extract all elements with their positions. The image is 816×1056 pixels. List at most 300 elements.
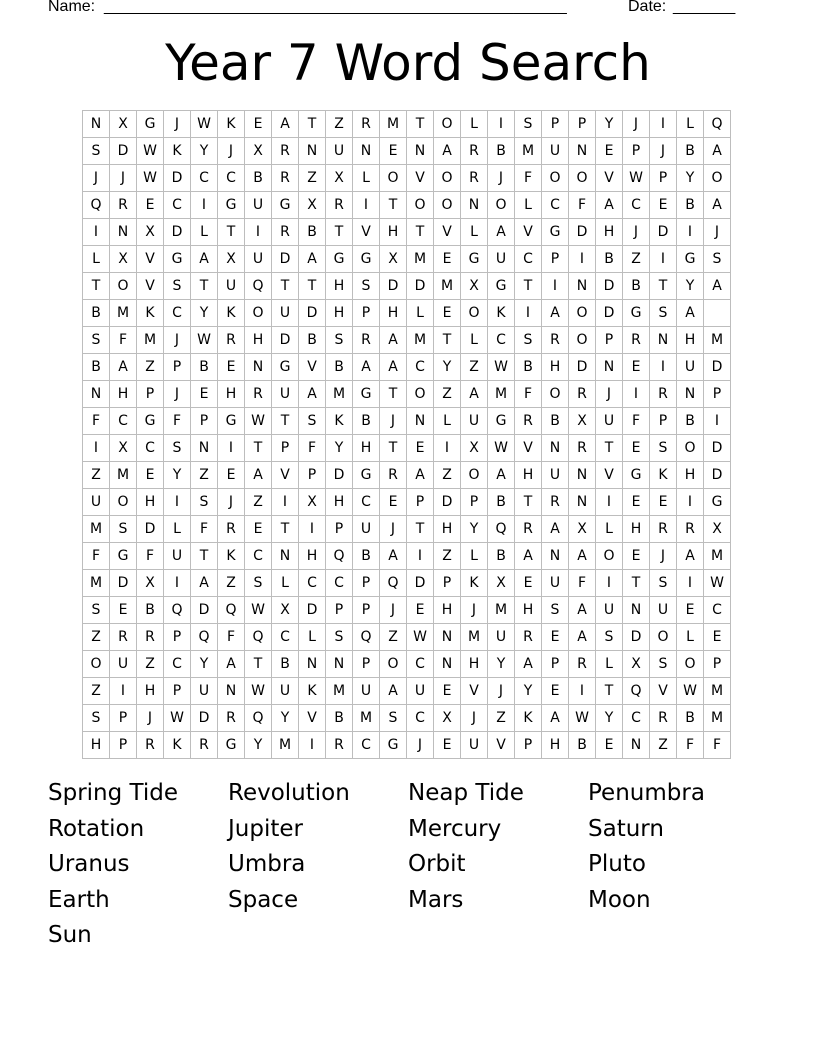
grid-cell: S: [515, 327, 542, 354]
grid-cell: S: [245, 570, 272, 597]
grid-cell: Z: [623, 246, 650, 273]
grid-cell: L: [461, 111, 488, 138]
grid-cell: R: [650, 516, 677, 543]
grid-cell: R: [218, 516, 245, 543]
grid-cell: P: [542, 651, 569, 678]
grid-cell: B: [569, 732, 596, 759]
grid-cell: J: [110, 165, 137, 192]
grid-cell: U: [596, 408, 623, 435]
grid-cell: I: [218, 435, 245, 462]
grid-cell: W: [245, 678, 272, 705]
grid-cell: G: [326, 246, 353, 273]
grid-cell: T: [650, 273, 677, 300]
grid-cell: Y: [488, 651, 515, 678]
grid-cell: E: [407, 597, 434, 624]
grid-cell: C: [272, 624, 299, 651]
grid-cell: O: [83, 651, 110, 678]
grid-cell: J: [164, 381, 191, 408]
grid-cell: H: [623, 516, 650, 543]
grid-cell: T: [515, 489, 542, 516]
word-list-item: Penumbra: [588, 780, 705, 806]
grid-cell: P: [650, 165, 677, 192]
grid-cell: V: [407, 165, 434, 192]
grid-cell: U: [164, 543, 191, 570]
grid-cell: Z: [434, 543, 461, 570]
grid-cell: R: [623, 327, 650, 354]
grid-cell: H: [326, 300, 353, 327]
grid-cell: T: [623, 570, 650, 597]
grid-cell: B: [488, 489, 515, 516]
grid-cell: M: [488, 597, 515, 624]
grid-cell: A: [704, 138, 731, 165]
grid-cell: R: [218, 705, 245, 732]
grid-cell: V: [434, 219, 461, 246]
grid-row: [83, 273, 731, 300]
grid-cell: Z: [326, 111, 353, 138]
grid-cell: Y: [164, 462, 191, 489]
grid-cell: H: [353, 435, 380, 462]
grid-cell: R: [542, 327, 569, 354]
grid-row: [83, 138, 731, 165]
grid-cell: L: [272, 570, 299, 597]
grid-cell: Q: [245, 705, 272, 732]
grid-cell: O: [542, 381, 569, 408]
grid-cell: O: [461, 300, 488, 327]
grid-cell: A: [515, 651, 542, 678]
grid-cell: R: [326, 192, 353, 219]
grid-cell: X: [569, 408, 596, 435]
grid-cell: N: [677, 381, 704, 408]
grid-cell: M: [704, 705, 731, 732]
grid-cell: C: [407, 651, 434, 678]
grid-cell: S: [326, 624, 353, 651]
grid-cell: N: [326, 651, 353, 678]
grid-cell: W: [407, 624, 434, 651]
grid-cell: W: [191, 111, 218, 138]
grid-cell: B: [83, 354, 110, 381]
grid-cell: N: [407, 138, 434, 165]
grid-cell: E: [380, 489, 407, 516]
grid-cell: I: [245, 219, 272, 246]
grid-cell: H: [326, 273, 353, 300]
grid-cell: F: [83, 543, 110, 570]
grid-cell: X: [461, 435, 488, 462]
grid-cell: B: [677, 408, 704, 435]
grid-cell: B: [83, 300, 110, 327]
grid-cell: G: [137, 111, 164, 138]
grid-cell: N: [434, 624, 461, 651]
grid-cell: S: [650, 435, 677, 462]
grid-cell: L: [83, 246, 110, 273]
grid-cell: E: [110, 597, 137, 624]
grid-cell: V: [488, 732, 515, 759]
grid-cell: D: [326, 462, 353, 489]
grid-cell: J: [137, 705, 164, 732]
grid-cell: M: [110, 462, 137, 489]
grid-cell: Q: [326, 543, 353, 570]
grid-cell: L: [596, 516, 623, 543]
grid-cell: W: [488, 435, 515, 462]
grid-cell: D: [704, 435, 731, 462]
grid-cell: C: [515, 246, 542, 273]
grid-cell: N: [218, 678, 245, 705]
grid-cell: G: [353, 246, 380, 273]
grid-cell: A: [191, 570, 218, 597]
grid-cell: X: [623, 651, 650, 678]
grid-cell: M: [704, 327, 731, 354]
grid-cell: Q: [380, 570, 407, 597]
grid-cell: H: [137, 489, 164, 516]
grid-cell: N: [83, 111, 110, 138]
grid-cell: X: [488, 570, 515, 597]
grid-cell: N: [461, 192, 488, 219]
grid-cell: V: [515, 435, 542, 462]
grid-cell: L: [677, 624, 704, 651]
grid-cell: C: [245, 543, 272, 570]
grid-cell: T: [407, 516, 434, 543]
grid-cell: S: [83, 138, 110, 165]
grid-cell: K: [164, 138, 191, 165]
grid-cell: Z: [83, 624, 110, 651]
grid-cell: I: [650, 354, 677, 381]
grid-cell: C: [299, 570, 326, 597]
grid-cell: X: [245, 138, 272, 165]
grid-cell: B: [623, 273, 650, 300]
grid-cell: S: [164, 435, 191, 462]
grid-cell: A: [542, 300, 569, 327]
grid-cell: A: [380, 678, 407, 705]
grid-cell: W: [677, 678, 704, 705]
grid-row: [83, 732, 731, 759]
grid-row: [83, 165, 731, 192]
grid-cell: E: [434, 678, 461, 705]
grid-cell: A: [677, 543, 704, 570]
grid-cell: B: [299, 219, 326, 246]
grid-cell: B: [191, 354, 218, 381]
grid-cell: D: [407, 570, 434, 597]
grid-cell: C: [326, 570, 353, 597]
grid-cell: B: [245, 165, 272, 192]
grid-cell: C: [110, 408, 137, 435]
grid-cell: L: [353, 165, 380, 192]
grid-cell: X: [461, 273, 488, 300]
grid-cell: A: [515, 543, 542, 570]
grid-cell: Y: [191, 651, 218, 678]
grid-cell: I: [488, 111, 515, 138]
grid-cell: M: [461, 624, 488, 651]
grid-cell: E: [137, 462, 164, 489]
grid-cell: I: [434, 435, 461, 462]
grid-cell: V: [596, 462, 623, 489]
grid-cell: B: [542, 408, 569, 435]
grid-cell: M: [83, 516, 110, 543]
grid-cell: V: [137, 246, 164, 273]
grid-cell: O: [569, 300, 596, 327]
grid-cell: A: [299, 246, 326, 273]
grid-cell: Y: [191, 300, 218, 327]
grid-cell: F: [137, 543, 164, 570]
grid-cell: G: [164, 246, 191, 273]
grid-cell: Z: [434, 381, 461, 408]
grid-cell: K: [164, 732, 191, 759]
grid-cell: C: [704, 597, 731, 624]
grid-cell: T: [299, 111, 326, 138]
grid-cell: S: [650, 651, 677, 678]
grid-cell: H: [326, 489, 353, 516]
grid-cell: R: [542, 489, 569, 516]
grid-row: [83, 678, 731, 705]
grid-cell: U: [650, 597, 677, 624]
grid-cell: R: [353, 111, 380, 138]
grid-cell: K: [218, 300, 245, 327]
grid-cell: E: [434, 732, 461, 759]
grid-cell: M: [434, 273, 461, 300]
grid-row: [83, 246, 731, 273]
grid-cell: A: [191, 246, 218, 273]
grid-cell: A: [488, 219, 515, 246]
grid-row: [83, 435, 731, 462]
grid-cell: S: [110, 516, 137, 543]
grid-cell: I: [272, 489, 299, 516]
grid-cell: H: [380, 219, 407, 246]
grid-cell: H: [434, 597, 461, 624]
grid-cell: G: [488, 408, 515, 435]
grid-cell: I: [299, 732, 326, 759]
grid-cell: E: [650, 192, 677, 219]
grid-cell: E: [515, 570, 542, 597]
word-list-item: Mars: [408, 886, 464, 913]
grid-cell: E: [596, 732, 623, 759]
grid-row: [83, 381, 731, 408]
grid-cell: N: [407, 408, 434, 435]
grid-cell: U: [488, 246, 515, 273]
word-list-item: Earth: [48, 886, 110, 913]
grid-cell: I: [191, 192, 218, 219]
grid-cell: N: [650, 327, 677, 354]
grid-cell: T: [596, 678, 623, 705]
grid-cell: J: [218, 138, 245, 165]
grid-cell: C: [191, 165, 218, 192]
word-list-item: Spring Tide: [48, 780, 179, 806]
grid-cell: E: [191, 381, 218, 408]
grid-cell: E: [704, 624, 731, 651]
grid-cell: C: [542, 192, 569, 219]
grid-cell: P: [272, 435, 299, 462]
grid-cell: K: [326, 408, 353, 435]
grid-cell: H: [515, 462, 542, 489]
grid-cell: X: [110, 246, 137, 273]
grid-cell: H: [299, 543, 326, 570]
grid-cell: Q: [191, 624, 218, 651]
grid-cell: I: [569, 678, 596, 705]
grid-cell: X: [137, 570, 164, 597]
grid-cell: J: [164, 327, 191, 354]
grid-cell: E: [407, 435, 434, 462]
grid-cell: S: [83, 705, 110, 732]
page-title: Year 7 Word Search: [165, 34, 651, 92]
grid-cell: G: [218, 732, 245, 759]
grid-cell: G: [218, 192, 245, 219]
grid-cell: E: [596, 138, 623, 165]
grid-row: [83, 597, 731, 624]
grid-cell: S: [380, 705, 407, 732]
grid-cell: P: [164, 354, 191, 381]
grid-cell: N: [596, 354, 623, 381]
grid-cell: R: [245, 381, 272, 408]
grid-cell: H: [245, 327, 272, 354]
grid-cell: R: [191, 732, 218, 759]
grid-cell: T: [380, 192, 407, 219]
grid-cell: D: [272, 327, 299, 354]
grid-cell: T: [380, 435, 407, 462]
grid-cell: U: [677, 354, 704, 381]
grid-row: [83, 354, 731, 381]
grid-cell: T: [272, 273, 299, 300]
grid-cell: K: [650, 462, 677, 489]
grid-cell: N: [569, 273, 596, 300]
grid-cell: J: [623, 219, 650, 246]
grid-cell: O: [434, 165, 461, 192]
grid-cell: V: [272, 462, 299, 489]
grid-cell: P: [326, 597, 353, 624]
grid-cell: N: [353, 138, 380, 165]
grid-cell: P: [137, 381, 164, 408]
grid-cell: V: [299, 354, 326, 381]
grid-cell: R: [569, 651, 596, 678]
grid-cell: B: [353, 543, 380, 570]
grid-cell: K: [488, 300, 515, 327]
grid-cell: G: [704, 489, 731, 516]
grid-cell: J: [461, 705, 488, 732]
grid-cell: N: [542, 435, 569, 462]
grid-cell: M: [515, 138, 542, 165]
grid-cell: M: [407, 246, 434, 273]
grid-cell: M: [704, 543, 731, 570]
grid-cell: A: [434, 138, 461, 165]
grid-cell: I: [650, 111, 677, 138]
grid-cell: E: [542, 678, 569, 705]
grid-cell: Q: [245, 624, 272, 651]
grid-cell: E: [218, 354, 245, 381]
grid-cell: L: [461, 219, 488, 246]
grid-cell: P: [434, 570, 461, 597]
grid-cell: F: [569, 570, 596, 597]
grid-cell: C: [137, 435, 164, 462]
grid-cell: O: [569, 165, 596, 192]
grid-cell: M: [83, 570, 110, 597]
grid-cell: Z: [191, 462, 218, 489]
grid-cell: P: [353, 597, 380, 624]
grid-cell: U: [596, 597, 623, 624]
grid-cell: H: [515, 597, 542, 624]
grid-cell: O: [488, 192, 515, 219]
grid-cell: U: [461, 732, 488, 759]
grid-cell: R: [353, 327, 380, 354]
grid-cell: D: [164, 165, 191, 192]
grid-cell: D: [191, 705, 218, 732]
grid-cell: W: [623, 165, 650, 192]
grid-cell: E: [650, 489, 677, 516]
grid-cell: B: [137, 597, 164, 624]
grid-cell: U: [110, 651, 137, 678]
grid-cell: E: [677, 597, 704, 624]
grid-cell: O: [434, 192, 461, 219]
grid-cell: O: [407, 192, 434, 219]
grid-cell: R: [380, 462, 407, 489]
grid-cell: X: [218, 246, 245, 273]
grid-cell: I: [110, 678, 137, 705]
grid-cell: O: [245, 300, 272, 327]
grid-cell: G: [677, 246, 704, 273]
grid-cell: D: [650, 219, 677, 246]
grid-cell: P: [164, 624, 191, 651]
grid-cell: P: [596, 327, 623, 354]
grid-cell: U: [542, 462, 569, 489]
grid-cell: P: [353, 570, 380, 597]
grid-cell: I: [353, 192, 380, 219]
grid-cell: Z: [218, 570, 245, 597]
word-list-item: Sun: [48, 922, 92, 948]
grid-cell: H: [542, 354, 569, 381]
grid-cell: P: [110, 705, 137, 732]
grid-cell: D: [380, 273, 407, 300]
grid-cell: S: [164, 273, 191, 300]
grid-cell: B: [488, 138, 515, 165]
grid-cell: B: [299, 327, 326, 354]
grid-cell: V: [299, 705, 326, 732]
grid-cell: H: [434, 516, 461, 543]
grid-cell: E: [434, 246, 461, 273]
grid-cell: U: [272, 300, 299, 327]
grid-cell: I: [299, 516, 326, 543]
grid-cell: A: [380, 354, 407, 381]
grid-cell: S: [596, 624, 623, 651]
grid-cell: L: [164, 516, 191, 543]
grid-cell: D: [137, 516, 164, 543]
grid-cell: J: [650, 543, 677, 570]
grid-cell: D: [110, 138, 137, 165]
grid-cell: R: [137, 624, 164, 651]
grid-cell: A: [569, 624, 596, 651]
grid-cell: Q: [704, 111, 731, 138]
grid-cell: D: [164, 219, 191, 246]
grid-cell: Y: [191, 138, 218, 165]
grid-cell: Q: [488, 516, 515, 543]
grid-cell: P: [650, 408, 677, 435]
grid-cell: M: [110, 300, 137, 327]
grid-cell: G: [380, 732, 407, 759]
grid-cell: K: [299, 678, 326, 705]
grid-cell: P: [542, 246, 569, 273]
grid-cell: [704, 300, 731, 327]
grid-cell: C: [623, 192, 650, 219]
grid-cell: N: [299, 138, 326, 165]
grid-cell: B: [677, 705, 704, 732]
grid-cell: A: [461, 381, 488, 408]
grid-cell: I: [542, 273, 569, 300]
word-list-item: Orbit: [408, 851, 466, 877]
grid-cell: E: [623, 354, 650, 381]
grid-row: [83, 111, 731, 138]
grid-cell: S: [542, 597, 569, 624]
grid-cell: X: [272, 597, 299, 624]
grid-cell: U: [191, 678, 218, 705]
grid-cell: U: [326, 138, 353, 165]
grid-cell: P: [353, 300, 380, 327]
grid-cell: J: [623, 111, 650, 138]
word-list-item: Moon: [588, 886, 651, 913]
grid-cell: G: [623, 462, 650, 489]
